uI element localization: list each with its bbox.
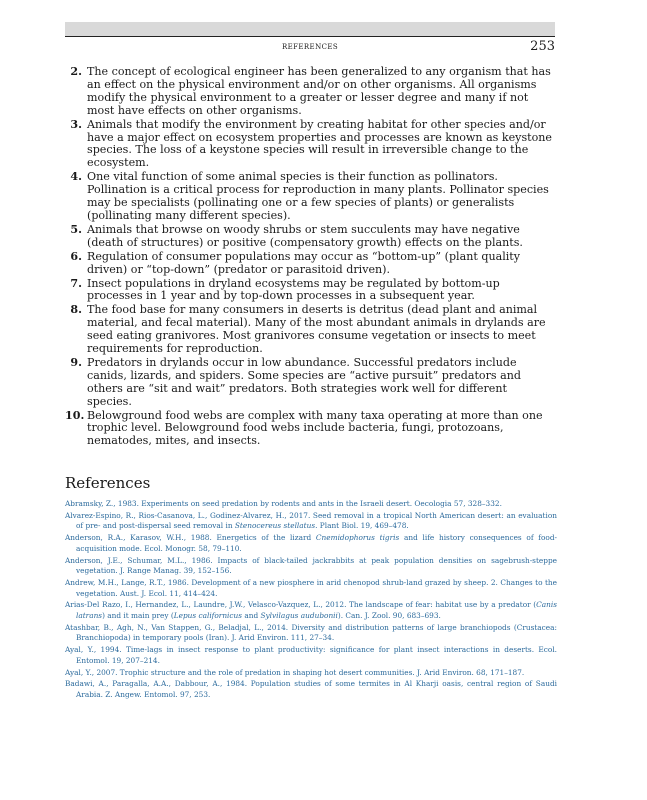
reference-entry [65, 600, 557, 621]
reference-text: . Plant Biol. 19, 469–478. [315, 521, 409, 531]
list-item-number: 8. [70, 303, 82, 317]
reference-text: and life history consequences of food-acquisition mode. Ecol. Monogr. 58, 79–110. [76, 533, 558, 553]
reference-entry [65, 623, 557, 644]
references-heading: References [65, 474, 151, 492]
list-item [65, 224, 555, 250]
list-item [65, 304, 555, 356]
list-item-text: The food base for many consumers in deserts is detritus (dead plant and animal material, and fecal material). Many of the most abundant animals in drylands are seed eating granivores. Most granivores consume vegetation or insects to meet requirements for reproduction. [87, 303, 546, 356]
list-item [65, 357, 555, 409]
reference-text: Anderson, R.A., Karasov, W.H., 1988. Energetics of the lizard [65, 533, 316, 543]
page-header [65, 22, 555, 57]
reference-entry [65, 668, 557, 679]
list-item-text: Predators in drylands occur in low abundance. Successful predators include canids, lizards, and spiders. Some species are “active pursuit” predators and others are “sit and wait” predators. Both strategies work well for different species. [87, 355, 521, 408]
list-item-text: Animals that modify the environment by creating habitat for other species and/or have a major effect on ecosystem properties and processes are known as keystone species. The loss of a keystone species will result in irreversible change to the ecosystem. [87, 117, 552, 170]
list-item-text: Animals that browse on woody shrubs or stem succulents may have negative (death of structures) or positive (compensatory growth) effects on the plants. [87, 222, 523, 249]
reference-text: Andrew, M.H., Lange, R.T., 1986. Development of a new piosphere in arid chenopod shrub-land grazed by sheep. 2. Changes to the vegetation. Aust. J. Ecol. 11, 414–424. [65, 577, 557, 598]
list-item [65, 410, 555, 449]
reference-entry [65, 511, 557, 532]
list-item-number: 4. [70, 170, 82, 184]
list-item [65, 171, 555, 223]
reference-italic-taxon: Sylvilagus audubonii [260, 611, 338, 621]
list-item-text: Regulation of consumer populations may occur as “bottom-up” (plant quality driven) or “top-down” (predator or parasitoid driven). [87, 249, 521, 276]
reference-italic-taxon: Stenocereus stellatus [234, 521, 316, 531]
list-item [65, 278, 555, 304]
reference-text: Anderson, J.E., Schumar, M.L., 1986. Impacts of black-tailed jackrabbits at peak population densities on sagebrush-steppe vegetation. J. Range Manag. 39, 152–156. [65, 555, 557, 576]
reference-text: ) and it main prey ( [102, 611, 174, 621]
list-item-number: 10. [65, 408, 85, 422]
reference-entry [65, 499, 557, 510]
reference-text: Ayal, Y., 2007. Trophic structure and the role of predation in shaping hot desert communities. J. Arid Environ. 68, 171–187. [65, 667, 525, 677]
list-item-text: The concept of ecological engineer has been generalized to any organism that has an effect on the physical environment and/or on other organisms. All organisms modify the physical environment to a greater or lesser degree and many if not most have effects on other organisms. [87, 65, 551, 117]
list-item-number: 9. [70, 355, 82, 369]
list-item-number: 5. [70, 222, 82, 236]
header-shade-bar [65, 22, 555, 36]
list-item-text: Insect populations in dryland ecosystems may be regulated by bottom-up processes in 1 year and by top-down processes in a subsequent year. [87, 276, 500, 303]
list-item-number: 6. [70, 249, 82, 263]
reference-text: Badawi, A., Paragalla, A.A., Dabbour, A., 1984. Population studies of some termites in Al Kharji oasis, central region of Saudi Arabia. Z. Angew. Entomol. 97, 253. [65, 679, 557, 699]
summary-numbered-list [65, 66, 555, 449]
reference-italic-taxon: Canis latrans [76, 600, 557, 621]
references-list [65, 499, 557, 702]
reference-entry [65, 578, 557, 599]
list-item [65, 119, 555, 171]
reference-text: Ayal, Y., 1994. Time-lags in insect response to plant productivity: significance for plant insect interactions in deserts. Ecol. Entomol. 19, 207–214. [65, 645, 557, 665]
reference-text: Atashbar, B., Agh, N., Van Stappen, G., Beladjal, L., 2014. Diversity and distribution patterns of large branchiopods (Crustacea: Branchiopoda) in temporary pools (Iran). J. Arid Environ. 111, 27–34. [65, 622, 557, 643]
list-item-number: 7. [70, 276, 82, 290]
list-item-text: Belowground food webs are complex with many taxa operating at more than one trophic level. Belowground food webs include bacteria, fungi, protozoans, nematodes, mites, and insects. [87, 408, 543, 448]
reference-text: Abramsky, Z., 1983. Experiments on seed predation by rodents and ants in the Israeli desert. Oecologia 57, 328–332. [65, 499, 502, 508]
reference-entry [65, 556, 557, 577]
header-row [65, 37, 555, 57]
reference-text: and [242, 611, 261, 621]
list-item-text: One vital function of some animal species is their function as pollinators. Pollination is a critical process for reproduction in many plants. Pollinator species may be specialists (pollinating one or a few species of plants) or generalists (pollinating many different species). [87, 170, 549, 222]
reference-text: ). Can. J. Zool. 90, 683–693. [337, 611, 441, 621]
reference-entry [65, 679, 557, 700]
reference-text: Alvarez-Espino, R., Rios-Casanova, L., Godinez-Alvarez, H., 2017. Seed removal in a tropical North American desert: an evaluation of pre- and post-dispersal seed removal in [65, 510, 557, 531]
reference-italic-taxon: Cnemidophorus tigris [315, 533, 400, 543]
list-item-number: 2. [70, 65, 82, 78]
reference-entry [65, 645, 557, 666]
list-item [65, 251, 555, 277]
page-number: 253 [530, 39, 555, 54]
reference-entry [65, 533, 557, 554]
running-head: REFERENCES [281, 43, 339, 51]
reference-text: Arias-Del Razo, I., Hernandez, L., Laundre, J.W., Velasco-Vazquez, L., 2012. The landscape of fear: habitat use by a predator ( [65, 600, 537, 610]
reference-italic-taxon: Lepus californicus [173, 611, 243, 621]
list-item-number: 3. [70, 117, 82, 131]
list-item [65, 66, 555, 118]
